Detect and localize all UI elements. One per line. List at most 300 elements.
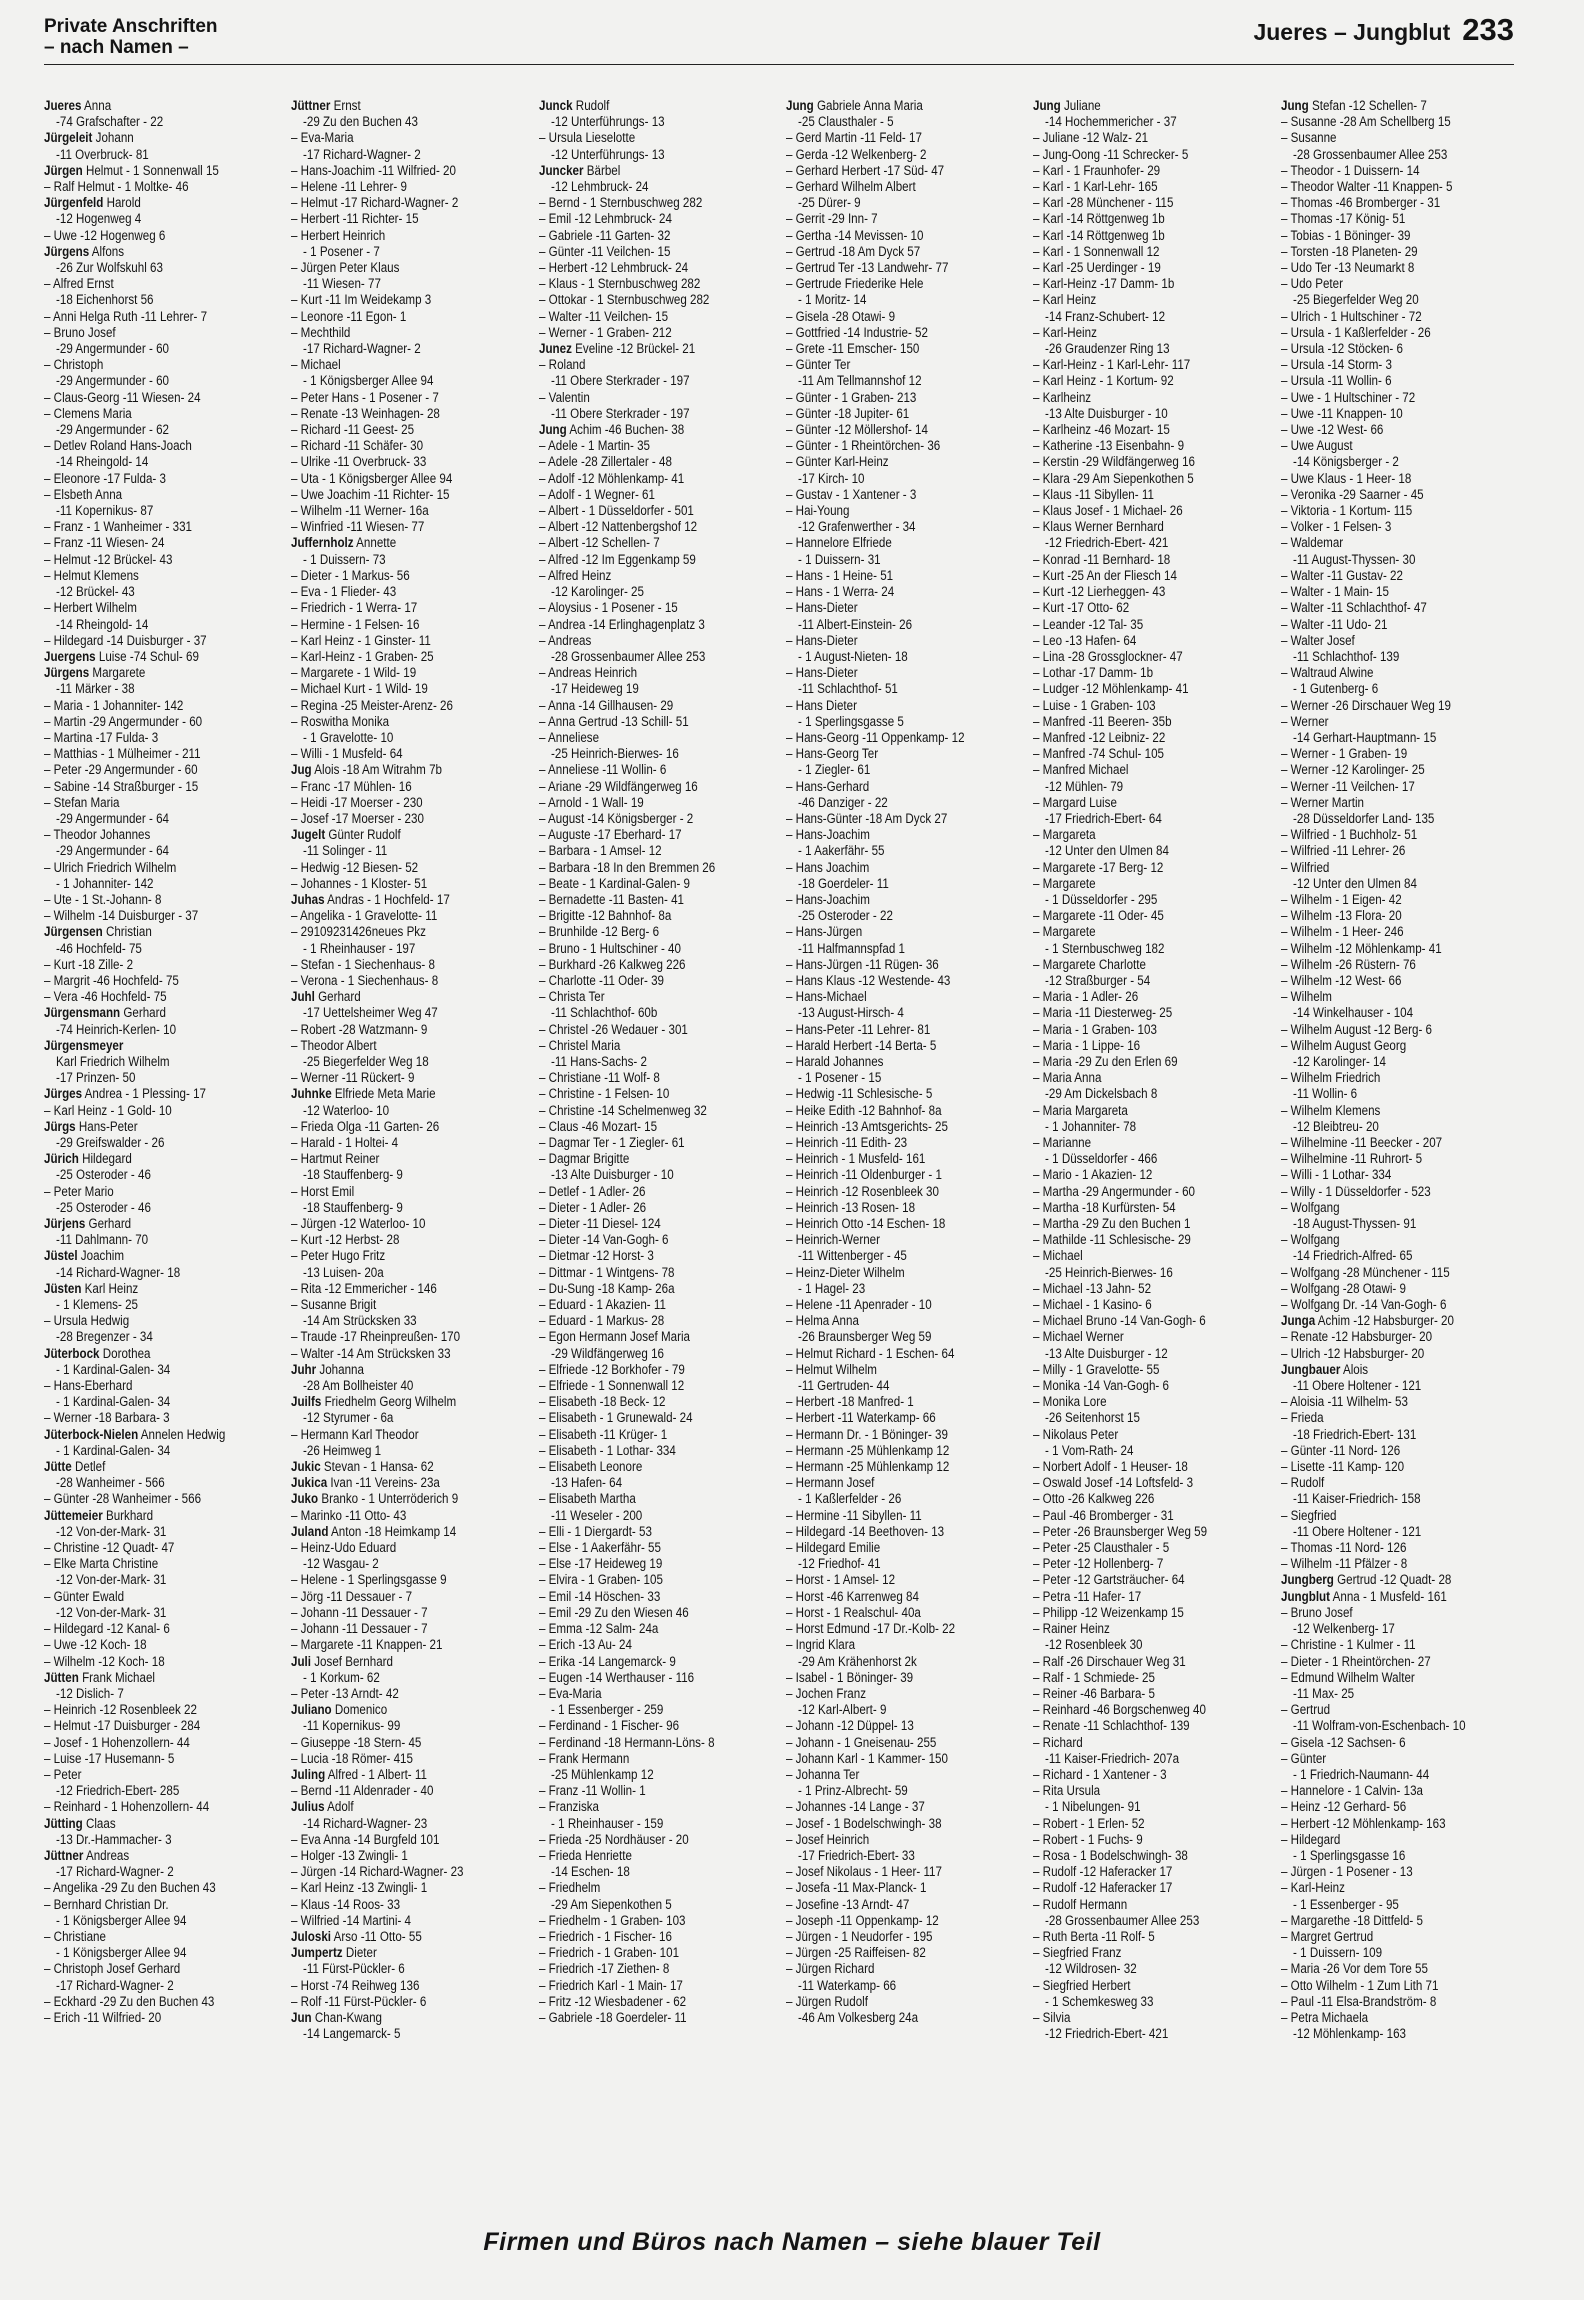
directory-entry [1281,1621,1514,1637]
entry-text: – Paul -11 Elsa-Brandström- 8 [1280,1993,1436,2009]
entry-text: – Marianne [1033,1135,1092,1150]
entry-text: – Wilfried -11 Lehrer- 26 [1280,843,1405,859]
entry-text: – Kurt -12 Lierheggen- 43 [1033,584,1166,600]
surname: Jütten [44,1669,79,1685]
directory-entry [786,908,1019,924]
entry-text: -14 Winkelhauser - 104 [1292,1005,1413,1021]
directory-entry [539,1913,772,1929]
directory-entry [786,1702,1019,1718]
directory-entry [291,892,524,908]
entry-text: – Maria - 1 Johanniter- 142 [44,697,184,713]
directory-entry [539,746,772,762]
entry-text: -11 Waterkamp- 66 [798,1977,897,1993]
entry-text: – Jürgen -12 Waterloo- 10 [291,1216,426,1232]
entry-text: – Margard Luise [1033,794,1118,810]
entry-text: – Kurt -25 An der Fliesch 14 [1033,567,1178,583]
entry-text: – Ursula Lieselotte [538,130,635,146]
entry-text: – Wilfried -14 Martini- 4 [291,1912,412,1928]
surname: Jumpertz [291,1945,343,1961]
directory-entry [1281,1135,1514,1151]
entry-text: Gerhard [123,1005,166,1021]
entry-text: – Michael -13 Jahn- 52 [1033,1280,1152,1296]
directory-entry [44,1929,277,1945]
directory-entry [539,211,772,227]
directory-entry [291,1329,524,1345]
entry-text: – Elisabeth - 1 Lothar- 334 [538,1442,676,1458]
entry-text: – Reiner -46 Barbara- 5 [1033,1685,1156,1701]
entry-text: – Anna Gertrud -13 Schill- 51 [538,713,689,729]
directory-entry [786,357,1019,373]
entry-text: – Karl Heinz -13 Zwingli- 1 [291,1880,428,1896]
directory-entry [1033,1670,1266,1686]
entry-text: Andras - 1 Hochfeld- 17 [327,891,451,907]
directory-entry [1281,1589,1514,1605]
entry-text: – Bruno - 1 Hultschiner - 40 [538,940,681,956]
entry-text: – Ralf - 1 Schmiede- 25 [1033,1669,1156,1685]
entry-text: – Johannes -14 Lange - 37 [785,1799,925,1815]
directory-entry [1033,617,1266,633]
entry-text: – Karl -28 Münchener - 115 [1033,195,1174,211]
entry-text: -25 Dürer- 9 [798,195,861,211]
entry-text: – Stefan - 1 Siechenhaus- 8 [291,956,436,972]
entry-text: – Theodor Johannes [44,827,151,843]
entry-text: – Mechthild [291,324,351,340]
directory-entry [44,438,277,454]
directory-entry [44,827,277,843]
directory-entry [44,584,277,600]
directory-entry [291,1718,524,1734]
directory-entry [786,989,1019,1005]
entry-text: – Franc -17 Mühlen- 16 [291,778,413,794]
entry-text: Burkhard [105,1507,154,1523]
directory-entry [539,276,772,292]
entry-text: – Gottfried -14 Industrie- 52 [785,324,928,340]
entry-text: -11 Solinger - 11 [303,843,388,859]
surname: Jürich [44,1151,79,1167]
entry-text: – Petra -11 Hafer- 17 [1033,1588,1142,1604]
entry-text: – Gerhard Wilhelm Albert [785,179,916,195]
entry-text: – Lucia -18 Römer- 415 [291,1750,414,1766]
entry-text: -11 Obere Sterkrader - 197 [550,373,690,389]
directory-entry [1033,373,1266,389]
entry-text: – Susanne [1280,130,1337,146]
directory-entry [786,600,1019,616]
directory-entry [44,390,277,406]
entry-text: – Wilhelm [1280,989,1332,1005]
directory-entry [1281,795,1514,811]
entry-text: – Susanne Brigit [291,1297,377,1313]
entry-text: – Wolfgang -28 Otawi- 9 [1280,1280,1406,1296]
entry-text: Alois [1342,1361,1368,1377]
entry-text: – Hildegard [1280,1831,1341,1847]
directory-entry [44,1459,277,1475]
directory-entry [539,1491,772,1507]
entry-text: – Hildegard -14 Beethoven- 13 [785,1523,945,1539]
directory-entry [786,811,1019,827]
directory-entry [786,1491,1019,1507]
directory-entry [291,519,524,535]
directory-entry [786,1459,1019,1475]
entry-text: – Detlef - 1 Adler- 26 [538,1183,646,1199]
directory-entry [1033,584,1266,600]
entry-text: – Gertha -14 Mevissen- 10 [785,227,924,243]
entry-text: – Karlheinz [1033,389,1092,405]
entry-text: – Hans Dieter [785,697,857,713]
directory-entry [786,228,1019,244]
entry-text: – Peter -13 Arndt- 42 [291,1685,400,1701]
entry-text: – Heinz-Dieter Wilhelm [785,1264,905,1280]
entry-text: Hans-Peter [78,1118,138,1134]
directory-entry [1281,98,1514,114]
directory-entry [786,827,1019,843]
entry-text: – Rainer Heinz [1033,1621,1111,1637]
entry-text: -14 Franz-Schubert- 12 [1045,308,1166,324]
directory-entry [1033,519,1266,535]
entry-text: -14 Richard-Wagner- 18 [56,1264,181,1280]
directory-entry [1281,1443,1514,1459]
directory-entry [539,568,772,584]
entry-text: - 1 Schemkesweg 33 [1045,1993,1154,2009]
entry-text: -12 Brückel- 43 [56,584,135,600]
directory-entry [1281,1054,1514,1070]
directory-entry [539,503,772,519]
entry-text: – Uwe -12 Hogenweg 6 [44,227,166,243]
directory-entry [539,1735,772,1751]
entry-text: – Peter -12 Gartsträucher- 64 [1033,1572,1185,1588]
entry-text: – Rudolf -12 Haferacker 17 [1033,1864,1173,1880]
entry-text: – Dieter -14 Van-Gogh- 6 [538,1232,669,1248]
entry-text: -28 Wanheimer - 566 [56,1475,165,1491]
entry-text: – Harald Herbert -14 Berta- 5 [785,1037,937,1053]
entry-text: -11 Kaiser-Friedrich- 158 [1292,1491,1421,1507]
entry-text: – Margarete - 1 Wild- 19 [291,665,417,681]
surname: Jürgeleit [44,130,93,146]
directory-entry [539,422,772,438]
directory-entry [1033,1556,1266,1572]
directory-entry [1281,681,1514,697]
directory-entry [1281,1119,1514,1135]
directory-entry [291,649,524,665]
directory-entry [44,1070,277,1086]
entry-text: – Wilhelm -11 Pfälzer - 8 [1280,1556,1407,1572]
directory-entry [1281,1799,1514,1815]
directory-entry [1033,665,1266,681]
entry-text: Rudolf [575,98,610,113]
entry-text: – Klaus Werner Bernhard [1033,519,1165,535]
entry-text: – Kurt -18 Zille- 2 [44,956,134,972]
directory-entry [1281,1751,1514,1767]
entry-text: – Karl-Heinz - 1 Karl-Lehr- 117 [1033,357,1191,373]
entry-text: – Waltraud Alwine [1280,665,1374,681]
directory-entry [539,1945,772,1961]
directory-entry [1281,1427,1514,1443]
entry-text: – Thomas -17 König- 51 [1280,211,1406,227]
entry-text: -12 Straßburger - 54 [1045,972,1151,988]
directory-entry [539,535,772,551]
directory-entry [539,1880,772,1896]
directory-entry [291,1654,524,1670]
entry-text: – Herbert Heinrich [291,227,386,243]
entry-text: – Angelika -29 Zu den Buchen 43 [44,1880,216,1896]
entry-text: – Emma -12 Salm- 24a [538,1621,659,1637]
directory-entry [44,130,277,146]
directory-entry [539,924,772,940]
directory-entry [1281,1151,1514,1167]
directory-entry [1033,1281,1266,1297]
entry-text: – Hermine -11 Sibyllen- 11 [785,1507,922,1523]
entry-text: – Hans-Günter -18 Am Dyck 27 [785,810,948,826]
entry-text: – Wilhelmine -11 Beecker - 207 [1280,1135,1442,1150]
directory-entry [539,1443,772,1459]
entry-text: – Else - 1 Aakerfähr- 55 [538,1540,661,1556]
entry-text: – Peter Hans - 1 Posener - 7 [291,389,440,405]
entry-text: – Elfriede -12 Borkhofer - 79 [538,1361,685,1377]
directory-entry [539,1670,772,1686]
surname: Juloski [291,1928,332,1944]
entry-text: – Alfred -12 Im Eggenkamp 59 [538,551,696,567]
entry-text: – Frieda -25 Nordhäuser - 20 [538,1831,689,1847]
directory-entry [44,1362,277,1378]
directory-entry [44,1864,277,1880]
entry-text: – Manfred Michael [1033,762,1129,778]
surname: Jürgs [44,1118,76,1134]
directory-entry [786,1378,1019,1394]
directory-entry [1033,2010,1266,2026]
entry-text: - 1 Posener - 7 [303,243,381,259]
entry-text: – Hannelore Elfriede [785,535,892,551]
entry-text: -11 Hans-Sachs- 2 [550,1053,647,1069]
directory-entry [539,373,772,389]
entry-text: – Helmut Klemens [44,567,139,583]
directory-entry [44,195,277,211]
entry-text: – Richard - 1 Xantener - 3 [1033,1766,1167,1782]
directory-entry [786,1248,1019,1264]
entry-text: – Theodor Walter -11 Knappen- 5 [1280,179,1453,195]
directory-entry [1281,114,1514,130]
directory-entry [44,1022,277,1038]
entry-text: – Eva-Maria [291,130,354,146]
entry-text: – Franz -11 Wollin- 1 [538,1783,646,1799]
directory-entry [291,1589,524,1605]
entry-text: – Vera -46 Hochfeld- 75 [44,989,167,1005]
directory-entry [1281,1070,1514,1086]
directory-entry [1033,276,1266,292]
directory-entry [539,1572,772,1588]
directory-entry [291,1929,524,1945]
directory-entry [1281,1378,1514,1394]
directory-entry [786,698,1019,714]
directory-entry [1033,1880,1266,1896]
surname: Jüttemeier [44,1507,103,1523]
entry-text: – Beate - 1 Kardinal-Galen- 9 [538,875,690,891]
entry-text: – Karl Heinz - 1 Kortum- 92 [1033,373,1174,389]
directory-entry [1033,1848,1266,1864]
surname: Juhr [291,1361,317,1377]
entry-text: – Josef Nikolaus - 1 Heer- 117 [785,1864,942,1880]
entry-text: -11 Schlachthof- 139 [1292,648,1399,664]
directory-entry [291,1670,524,1686]
directory-entry [1281,292,1514,308]
entry-text: Bärbel [586,162,620,178]
directory-entry [44,1135,277,1151]
directory-entry [786,1654,1019,1670]
surname: Jung [538,422,567,438]
directory-entry [539,1605,772,1621]
directory-entry [1033,1232,1266,1248]
directory-entry [539,1459,772,1475]
directory-entry [1281,1184,1514,1200]
directory-entry [786,1621,1019,1637]
directory-entry [1033,1427,1266,1443]
directory-entry [1033,1508,1266,1524]
directory-entry [786,1816,1019,1832]
directory-entry [786,1216,1019,1232]
entry-text: Friedhelm Georg Wilhelm [324,1394,457,1410]
directory-entry [44,1103,277,1119]
entry-text: – Elfriede - 1 Sonnenwall 12 [538,1378,684,1394]
directory-entry [539,795,772,811]
entry-text: – Maria Anna [1033,1070,1102,1086]
entry-text: – Erich -11 Wilfried- 20 [44,2009,162,2025]
directory-entry [44,244,277,260]
directory-entry [1033,957,1266,973]
directory-entry [539,1799,772,1815]
directory-entry [291,941,524,957]
directory-entry [44,1184,277,1200]
entry-text: – Helma Anna [785,1313,859,1329]
entry-text: – Rita Ursula [1033,1783,1101,1799]
directory-entry [1033,1070,1266,1086]
entry-text: – Helene -11 Apenrader - 10 [785,1297,932,1313]
entry-text: - 1 Aakerfähr- 55 [798,843,885,859]
directory-entry [539,1313,772,1329]
entry-text: -11 Dahlmann- 70 [56,1232,149,1248]
entry-text: – Margarete [1033,875,1096,891]
directory-entry [291,1913,524,1929]
directory-entry [539,1767,772,1783]
directory-entry [1281,1265,1514,1281]
entry-text: – Günter -28 Wanheimer - 566 [44,1491,202,1507]
directory-entry [786,1735,1019,1751]
entry-text: – Christel -26 Wedauer - 301 [538,1021,688,1037]
directory-entry [1281,1978,1514,1994]
entry-text: – Horst - 1 Realschul- 40a [785,1604,921,1620]
entry-text: – Reinhard - 1 Hohenzollern- 44 [44,1799,210,1815]
entry-text: – Peter -29 Angermunder - 60 [44,762,198,778]
entry-text: – Ursula -12 Stöcken- 6 [1280,341,1403,357]
directory-entry [786,1297,1019,1313]
entry-text: - 1 Duissern- 109 [1292,1945,1382,1961]
surname: Jüterbock [44,1345,100,1361]
directory-entry [539,1816,772,1832]
directory-entry [786,1945,1019,1961]
surname: Jürgenfeld [44,195,104,211]
directory-entry [291,1054,524,1070]
entry-text: -25 Heinrich-Bierwes- 16 [1045,1264,1174,1280]
directory-entry [1033,843,1266,859]
directory-entry [1033,1054,1266,1070]
directory-entry [1281,1572,1514,1588]
column-4 [786,98,1019,2210]
directory-entry [539,1961,772,1977]
directory-entry [1033,325,1266,341]
entry-text: – Luise -17 Husemann- 5 [44,1750,175,1766]
entry-text: -74 Heinrich-Kerlen- 10 [56,1021,177,1037]
entry-text: – Heinrich Otto -14 Eschen- 18 [785,1216,946,1232]
entry-text: – Maria -26 Vor dem Tore 55 [1280,1961,1428,1977]
directory-entry [786,1070,1019,1086]
directory-entry [44,1038,277,1054]
entry-text: – August -14 Königsberger - 2 [538,810,693,826]
entry-text: – Charlotte -11 Oder- 39 [538,972,664,988]
directory-entry [539,1362,772,1378]
directory-entry [1033,1978,1266,1994]
directory-entry [1033,1605,1266,1621]
directory-entry [44,1167,277,1183]
directory-entry [1281,633,1514,649]
entry-text: – Siegfried [1280,1507,1337,1523]
entry-text: -14 Eschen- 18 [550,1864,630,1880]
directory-entry [1281,1410,1514,1426]
entry-text: – Josefa -11 Max-Planck- 1 [785,1880,927,1896]
entry-text: – Konrad -11 Bernhard- 18 [1033,551,1171,567]
entry-text: – Herbert -12 Lehmbruck- 24 [538,260,688,276]
entry-text: Eveline -12 Brückel- 21 [574,341,695,357]
directory-entry [44,568,277,584]
entry-text: – Herbert -12 Möhlenkamp- 163 [1280,1815,1446,1831]
entry-text: – Leo -13 Hafen- 64 [1033,632,1137,648]
entry-text: – Ariane -29 Wildfängerweg 16 [538,778,698,794]
entry-text: -25 Osteroder - 22 [798,908,893,924]
directory-entry [1033,292,1266,308]
entry-text: – Wolfgang [1280,1232,1340,1248]
entry-text: – Robert - 1 Erlen- 52 [1033,1815,1145,1831]
entry-text: – Ulrike -11 Overbruck- 33 [291,454,427,470]
directory-entry [539,98,772,114]
page-number: 233 [1462,12,1514,47]
entry-text: Anna - 1 Musfeld- 161 [1332,1588,1447,1604]
entry-text: – Heinrich -12 Rosenbleek 22 [44,1702,197,1718]
entry-text: -11 Märker - 38 [56,681,135,697]
entry-text: – Uwe - 1 Hultschiner - 72 [1280,389,1415,405]
directory-entry [1033,1297,1266,1313]
directory-entry [786,292,1019,308]
entry-text: – Friedrich - 1 Werra- 17 [291,600,418,616]
directory-entry [291,1880,524,1896]
directory-entry [44,1524,277,1540]
entry-text: -12 Wildrosen- 32 [1045,1961,1137,1977]
entry-text: – Johann - 1 Gneisenau- 255 [785,1734,937,1750]
directory-entry [291,1362,524,1378]
directory-entry [291,471,524,487]
directory-entry [1033,195,1266,211]
directory-entry [539,1248,772,1264]
entry-text: – Edmund Wilhelm Walter [1280,1669,1415,1685]
entry-text: – Horst -74 Reihweg 136 [291,1977,420,1993]
entry-text: -46 Danziger - 22 [798,794,888,810]
entry-text: -25 Heinrich-Bierwes- 16 [550,746,679,762]
directory-entry [291,1572,524,1588]
directory-entry [539,1864,772,1880]
entry-text: -26 Graudenzer Ring 13 [1045,341,1170,357]
directory-entry [44,1670,277,1686]
entry-text: – Adolf - 1 Wegner- 61 [538,486,655,502]
entry-text: – Ruth Berta -11 Rolf- 5 [1033,1928,1156,1944]
entry-text: – Gertrud -18 Am Dyck 57 [785,243,921,259]
entry-text: Detlef [74,1459,106,1475]
entry-text: – Hans-Jürgen -11 Rügen- 36 [785,956,939,972]
entry-text: – Martha -29 Angermunder - 60 [1033,1183,1196,1199]
